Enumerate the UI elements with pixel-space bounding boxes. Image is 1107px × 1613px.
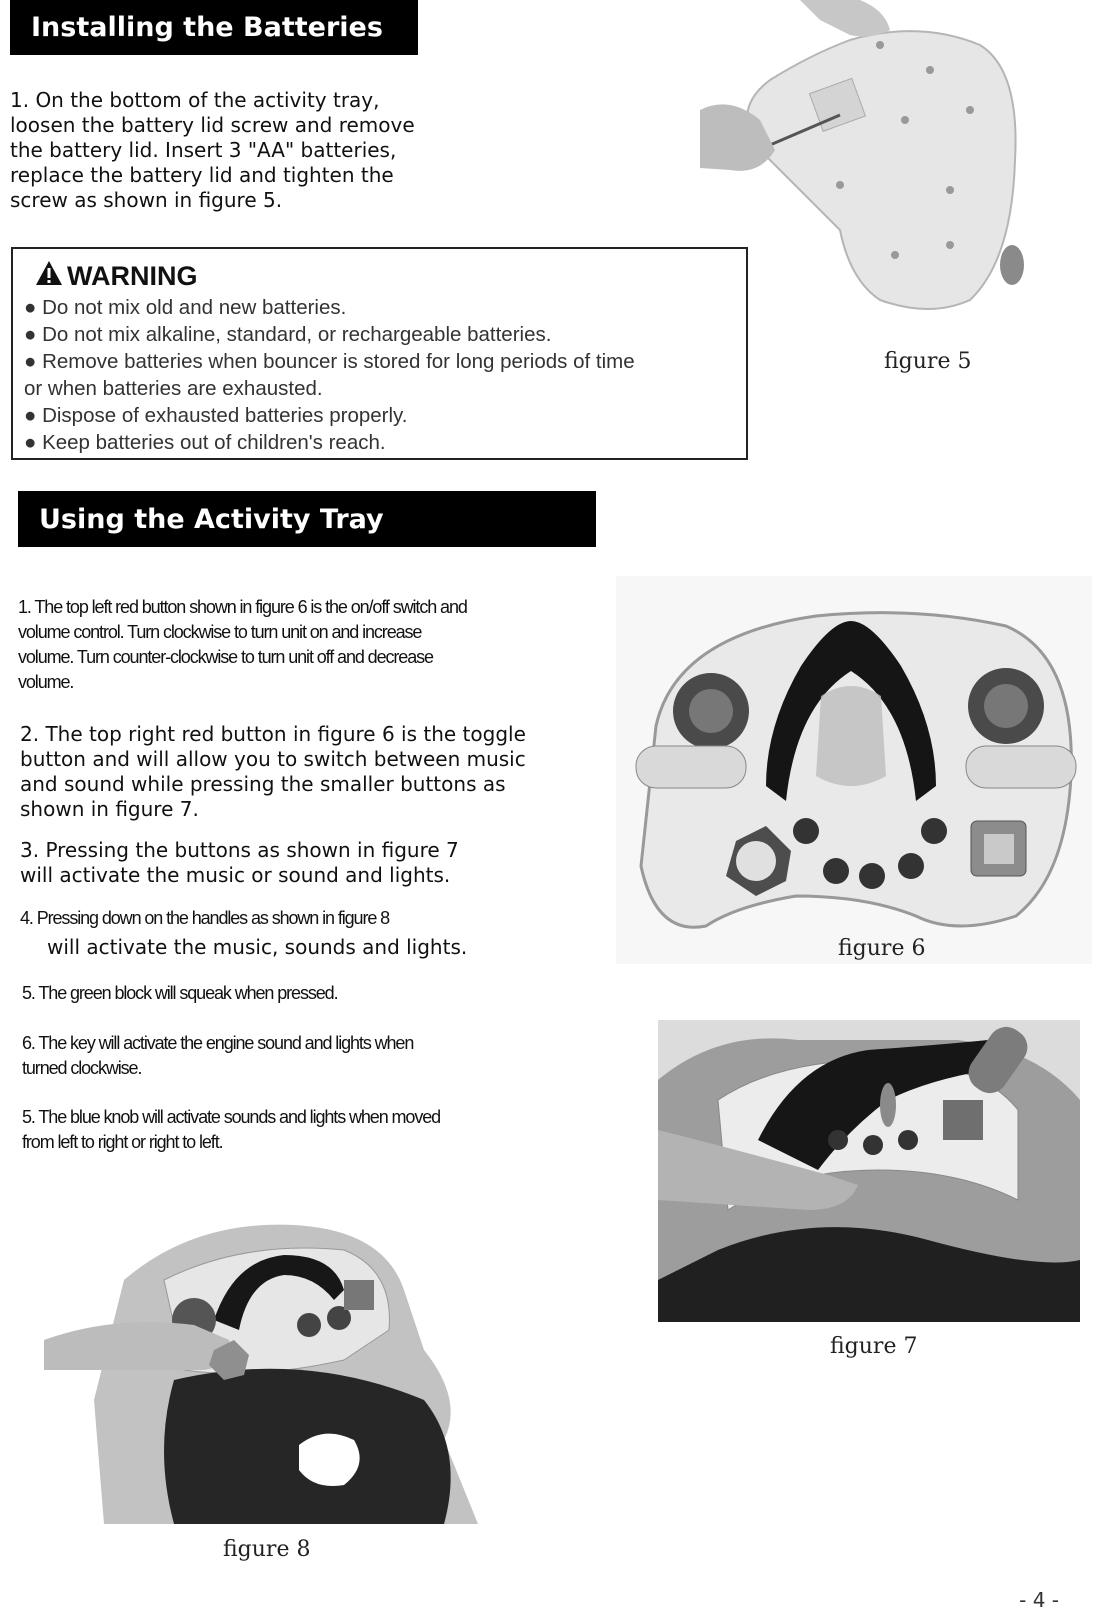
warning-box: [11, 247, 748, 460]
section-header-installing-batteries: [10, 0, 418, 55]
tray-step-1: 1. The top left red button shown in figure 6 is the on/off switch and volume control. Turn clockwise to turn unit on and increase volume. Turn counter-clockwise to turn unit off and decrease volume.: [18, 597, 467, 692]
warning-item: ● Do not mix alkaline, standard, or rechargeable batteries.: [24, 323, 552, 346]
battery-install-step: 1. On the bottom of the activity tray, loosen the battery lid screw and remove the battery lid. Insert 3 "AA" batteries, replace the battery lid and tighten the screw as shown in figure 5.: [10, 88, 415, 212]
tray-step-2: 2. The top right red button in figure 6 is the toggle button and will allow you to switch between music and sound while pressing the smaller buttons as shown in figure 7.: [20, 722, 526, 821]
figure-6-caption: figure 6: [838, 936, 926, 961]
tray-step-7: 5. The blue knob will activate sounds and lights when moved from left to right or right to left.: [22, 1107, 441, 1152]
figure-5-photo: [700, 0, 1030, 318]
warning-triangle-icon: [35, 260, 63, 293]
figure-8-caption: figure 8: [223, 1537, 311, 1562]
tray-step-3: 3. Pressing the buttons as shown in figure 7 will activate the music or sound and lights.: [20, 838, 459, 887]
figure-6-photo: [616, 576, 1092, 964]
figure-8-photo: [44, 1200, 478, 1524]
warning-item: ● Dispose of exhausted batteries properly.: [24, 404, 408, 427]
tray-step-5: 5. The green block will squeak when pressed.: [22, 983, 338, 1003]
section-title: Installing the Batteries: [31, 12, 383, 43]
warning-item: ● Do not mix old and new batteries.: [24, 296, 347, 319]
figure-5-caption: figure 5: [884, 349, 972, 374]
warning-list: [24, 294, 635, 456]
warning-item: ● Keep batteries out of children's reach.: [24, 431, 386, 454]
warning-item: ● Remove batteries when bouncer is stored for long periods of time or when batteries are exhausted.: [24, 350, 635, 400]
tray-step-4-continued: will activate the music, sounds and lights.: [47, 935, 468, 959]
figure-7-caption: figure 7: [830, 1334, 918, 1359]
figure-7-photo: [658, 1020, 1080, 1322]
tray-step-6: 6. The key will activate the engine sound and lights when turned clockwise.: [22, 1033, 414, 1078]
section-title: Using the Activity Tray: [39, 503, 384, 535]
section-header-activity-tray: [18, 491, 596, 547]
warning-heading: [35, 260, 198, 293]
page-number: - 4 -: [1019, 1588, 1059, 1612]
warning-title: WARNING: [67, 261, 198, 291]
tray-step-4: 4. Pressing down on the handles as shown in figure 8: [20, 908, 390, 928]
